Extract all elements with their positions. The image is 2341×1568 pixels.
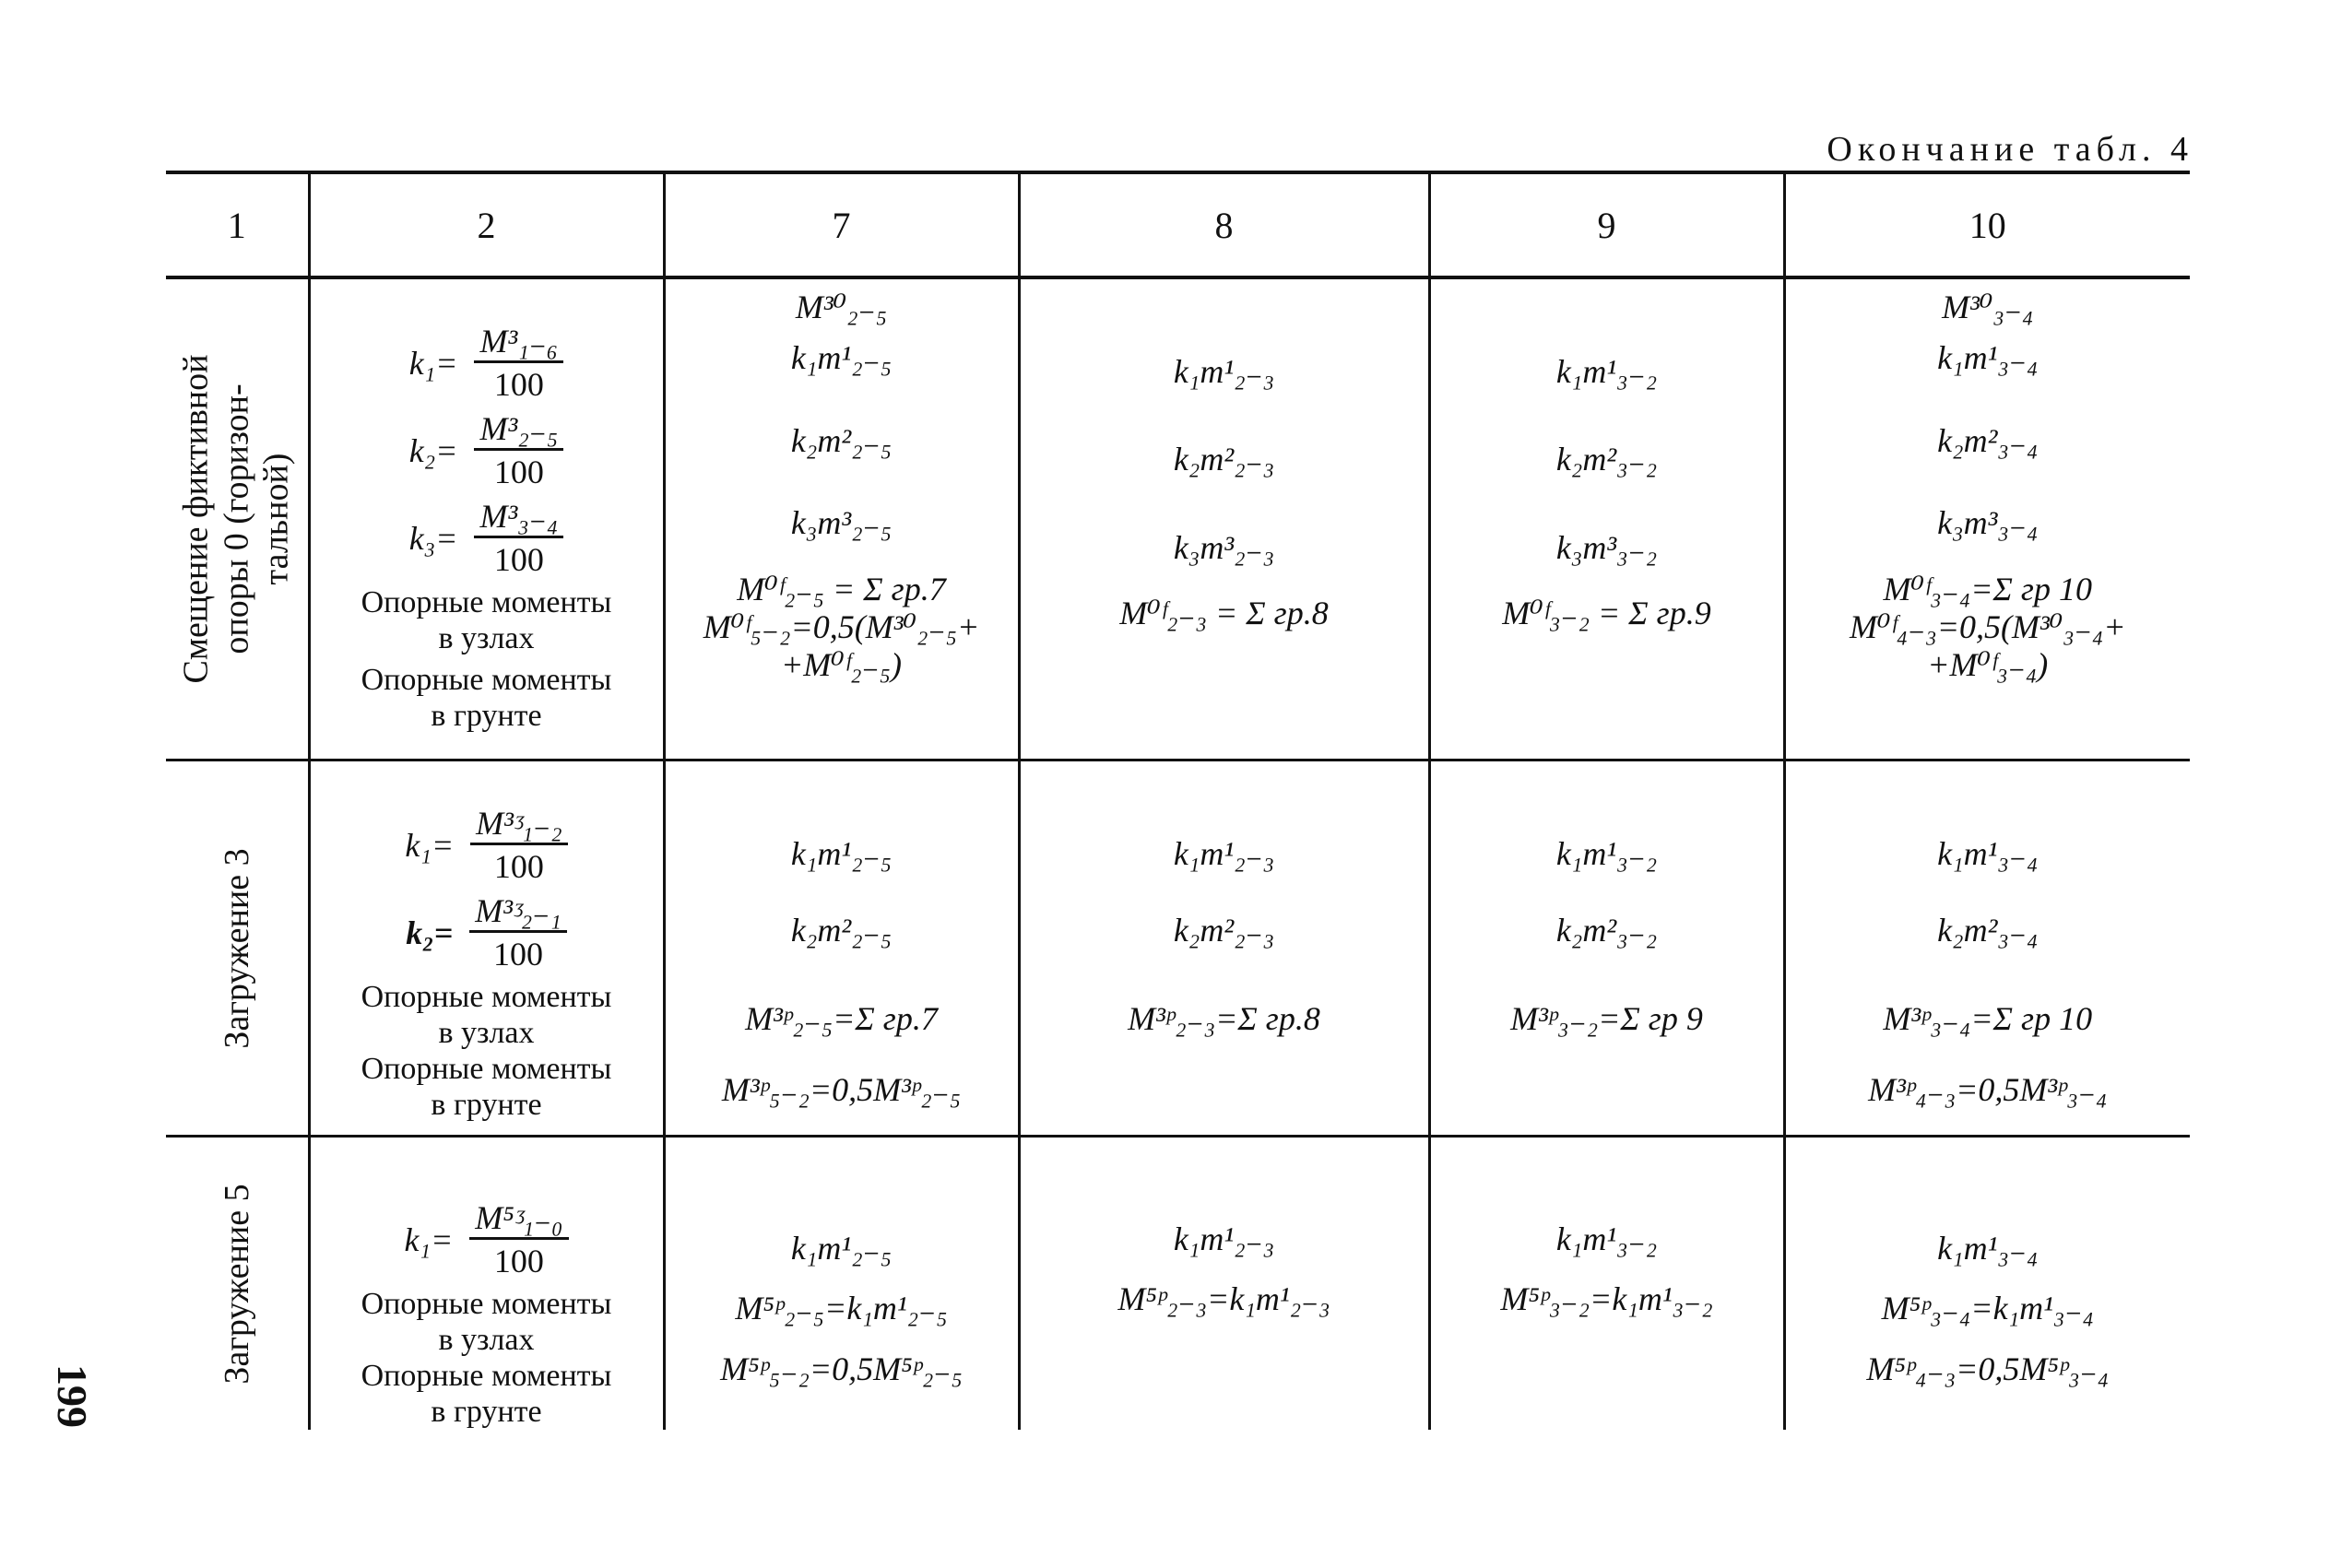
col7-cell — [664, 277, 1019, 760]
k-label: k₁= — [404, 1220, 454, 1258]
fraction-numerator: M³ᶾ₁₋₂ — [470, 804, 568, 845]
table-caption: Окончание табл. 4 — [1827, 130, 2193, 169]
cell-line: +M⁰ᶠ₂₋₅) — [781, 646, 902, 684]
note-line: Опорные моменты — [361, 1287, 612, 1321]
notes — [311, 979, 663, 1123]
cell-line: M⁵ᵖ₅₋₂=0,5M⁵ᵖ₂₋₅ — [720, 1350, 963, 1387]
k-formula — [311, 1198, 663, 1280]
table-row — [166, 760, 2190, 1137]
cell-line: M⁰ᶠ₄₋₃=0,5(M³⁰₃₋₄+ — [1849, 607, 2126, 645]
note-line: в грунте — [431, 699, 542, 734]
moments-table — [166, 171, 2190, 1430]
col10-cell — [1784, 760, 2190, 1137]
note-line: в грунте — [431, 1088, 542, 1123]
formula-cell — [309, 277, 664, 760]
header-col-10: 10 — [1784, 172, 2190, 277]
cell-line: M³ᵖ₅₋₂=0,5M³ᵖ₂₋₅ — [721, 1071, 962, 1109]
col7-cell — [664, 1137, 1019, 1431]
col10-cell — [1784, 1137, 2190, 1431]
cell-line: M³⁰₃₋₄ — [1942, 289, 2034, 325]
col7-cell — [664, 760, 1019, 1137]
cell-line: k₁m¹₂₋₅ — [790, 339, 893, 377]
col9-cell — [1429, 1137, 1784, 1431]
page-number: 199 — [49, 1364, 96, 1428]
cell-line: M³⁰₂₋₅ — [795, 289, 888, 325]
cell-line: M⁰ᶠ₃₋₂ = Σ гр.9 — [1502, 595, 1711, 632]
group-label-line: Смещение фиктивной — [176, 354, 216, 684]
cell-line: M⁰ᶠ₂₋₃ = Σ гр.8 — [1119, 595, 1329, 632]
cell-line: M³ᵖ₃₋₂=Σ гр 9 — [1510, 999, 1703, 1037]
group-label-wrap — [166, 1138, 308, 1430]
k-label: k₁= — [405, 826, 455, 864]
cell-line: k₂m²₂₋₃ — [1173, 441, 1275, 478]
group-label — [176, 355, 297, 684]
cell-line: k₁m¹₃₋₄ — [1937, 339, 2039, 377]
header-col-8: 8 — [1019, 172, 1429, 277]
cell-line: k₁m¹₂₋₃ — [1173, 353, 1275, 390]
table-row — [166, 1137, 2190, 1431]
group-cell — [166, 760, 309, 1137]
k-formula — [311, 891, 663, 973]
cell-line: +M⁰ᶠ₃₋₄) — [1927, 646, 2049, 684]
fraction — [469, 891, 567, 973]
group-label: Загружение 3 — [217, 847, 256, 1049]
cell-line: M⁵ᵖ₄₋₃=0,5M⁵ᵖ₃₋₄ — [1866, 1350, 2110, 1387]
cell-line: M³ᵖ₄₋₃=0,5M³ᵖ₃₋₄ — [1868, 1071, 2108, 1109]
group-label-wrap — [166, 279, 308, 759]
cell-line: M³ᵖ₂₋₅=Σ гр.7 — [745, 999, 938, 1037]
group-cell — [166, 1137, 309, 1431]
header-col-9: 9 — [1429, 172, 1784, 277]
fraction-denominator: 100 — [493, 541, 544, 578]
cell-line: k₂m²₂₋₃ — [1173, 912, 1275, 949]
cell-line: M⁵ᵖ₂₋₅=k₁m¹₂₋₅ — [735, 1290, 948, 1327]
note-line: Опорные моменты — [361, 663, 612, 698]
group-label: Загружение 5 — [217, 1184, 256, 1385]
k-formula — [311, 497, 663, 579]
header-col-1: 1 — [166, 172, 309, 277]
cell-line: k₂m²₃₋₄ — [1937, 912, 2039, 949]
k-label: k₂= — [406, 914, 454, 951]
cell-line: k₁m¹₃₋₄ — [1937, 835, 2039, 872]
cell-line: k₂m²₃₋₂ — [1555, 441, 1658, 478]
cell-line: k₁m¹₃₋₂ — [1555, 835, 1658, 872]
note-line: Опорные моменты — [361, 585, 612, 619]
cell-line: k₂m²₃₋₄ — [1937, 421, 2039, 459]
fraction-denominator: 100 — [493, 454, 544, 490]
table-row — [166, 277, 2190, 760]
fraction-numerator: M³ᶾ₂₋₁ — [469, 891, 567, 933]
fraction — [474, 497, 563, 579]
header-col-2: 2 — [309, 172, 664, 277]
col8-cell — [1019, 277, 1429, 760]
cell-line: M⁵ᵖ₂₋₃=k₁m¹₂₋₃ — [1117, 1280, 1330, 1318]
fraction-numerator: M³₁₋₆ — [474, 322, 563, 363]
note-line: в узлах — [438, 1016, 535, 1051]
fraction-denominator: 100 — [493, 848, 544, 885]
cell-line: k₃m³₂₋₃ — [1173, 528, 1275, 566]
cell-line: k₁m¹₃₋₄ — [1937, 1230, 2039, 1267]
note-line: в узлах — [438, 1323, 535, 1358]
fraction-denominator: 100 — [493, 1243, 544, 1279]
fraction — [469, 1198, 568, 1280]
header-row — [166, 172, 2190, 277]
cell-line: k₂m²₂₋₅ — [790, 421, 893, 459]
cell-line: k₁m¹₂₋₅ — [790, 1230, 893, 1267]
k-label: k₂= — [408, 431, 458, 469]
cell-line: k₁m¹₂₋₅ — [790, 835, 893, 872]
cell-line: k₁m¹₂₋₃ — [1173, 835, 1275, 872]
fraction — [474, 322, 563, 404]
cell-line: k₂m²₂₋₅ — [790, 912, 893, 949]
k-formula — [311, 322, 663, 404]
fraction-numerator: M³₃₋₄ — [474, 497, 563, 538]
cell-line: M³ᵖ₃₋₄=Σ гр 10 — [1883, 999, 2093, 1037]
k-formula — [311, 804, 663, 886]
note-line: Опорные моменты — [361, 980, 612, 1014]
note-line: Опорные моменты — [361, 1052, 612, 1087]
notes — [311, 584, 663, 734]
col9-cell — [1429, 277, 1784, 760]
k-label: k₁= — [408, 344, 458, 382]
group-label-line: опоры 0 (горизон- — [216, 383, 255, 654]
group-label-wrap — [166, 761, 308, 1135]
group-label-line: тальной) — [256, 453, 296, 585]
fraction — [474, 409, 563, 491]
notes — [311, 1286, 663, 1430]
fraction-denominator: 100 — [493, 936, 544, 973]
cell-line: k₁m¹₃₋₂ — [1555, 1220, 1658, 1257]
cell-line: k₁m¹₂₋₃ — [1173, 1220, 1275, 1257]
group-cell — [166, 277, 309, 760]
col10-cell — [1784, 277, 2190, 760]
fraction — [470, 804, 568, 886]
cell-line: M⁰ᶠ₂₋₅ = Σ гр.7 — [737, 570, 946, 607]
cell-line: k₃m³₃₋₄ — [1937, 504, 2039, 542]
k-label: k₃= — [408, 519, 458, 557]
col9-cell — [1429, 760, 1784, 1137]
note-line: в грунте — [431, 1395, 542, 1430]
cell-line: k₃m³₃₋₂ — [1555, 528, 1658, 566]
fraction-numerator: M³₂₋₅ — [474, 409, 563, 451]
cell-line: M⁰ᶠ₃₋₄=Σ гр 10 — [1883, 570, 2092, 607]
note-line: Опорные моменты — [361, 1359, 612, 1394]
col8-cell — [1019, 760, 1429, 1137]
note-line: в узлах — [438, 621, 535, 656]
cell-line: M³ᵖ₂₋₃=Σ гр.8 — [1128, 999, 1320, 1037]
formula-cell — [309, 1137, 664, 1431]
fraction-denominator: 100 — [493, 366, 544, 403]
formula-cell — [309, 760, 664, 1137]
cell-line: M⁵ᵖ₃₋₄=k₁m¹₃₋₄ — [1881, 1290, 2094, 1327]
cell-line: M⁰ᶠ₅₋₂=0,5(M³⁰₂₋₅+ — [703, 607, 980, 645]
header-col-7: 7 — [664, 172, 1019, 277]
col8-cell — [1019, 1137, 1429, 1431]
cell-line: M⁵ᵖ₃₋₂=k₁m¹₃₋₂ — [1500, 1280, 1713, 1318]
cell-line: k₃m³₂₋₅ — [790, 504, 893, 542]
k-formula — [311, 409, 663, 491]
fraction-numerator: M⁵ᶾ₁₋₀ — [469, 1198, 568, 1240]
cell-line: k₁m¹₃₋₂ — [1555, 353, 1658, 390]
cell-line: k₂m²₃₋₂ — [1555, 912, 1658, 949]
